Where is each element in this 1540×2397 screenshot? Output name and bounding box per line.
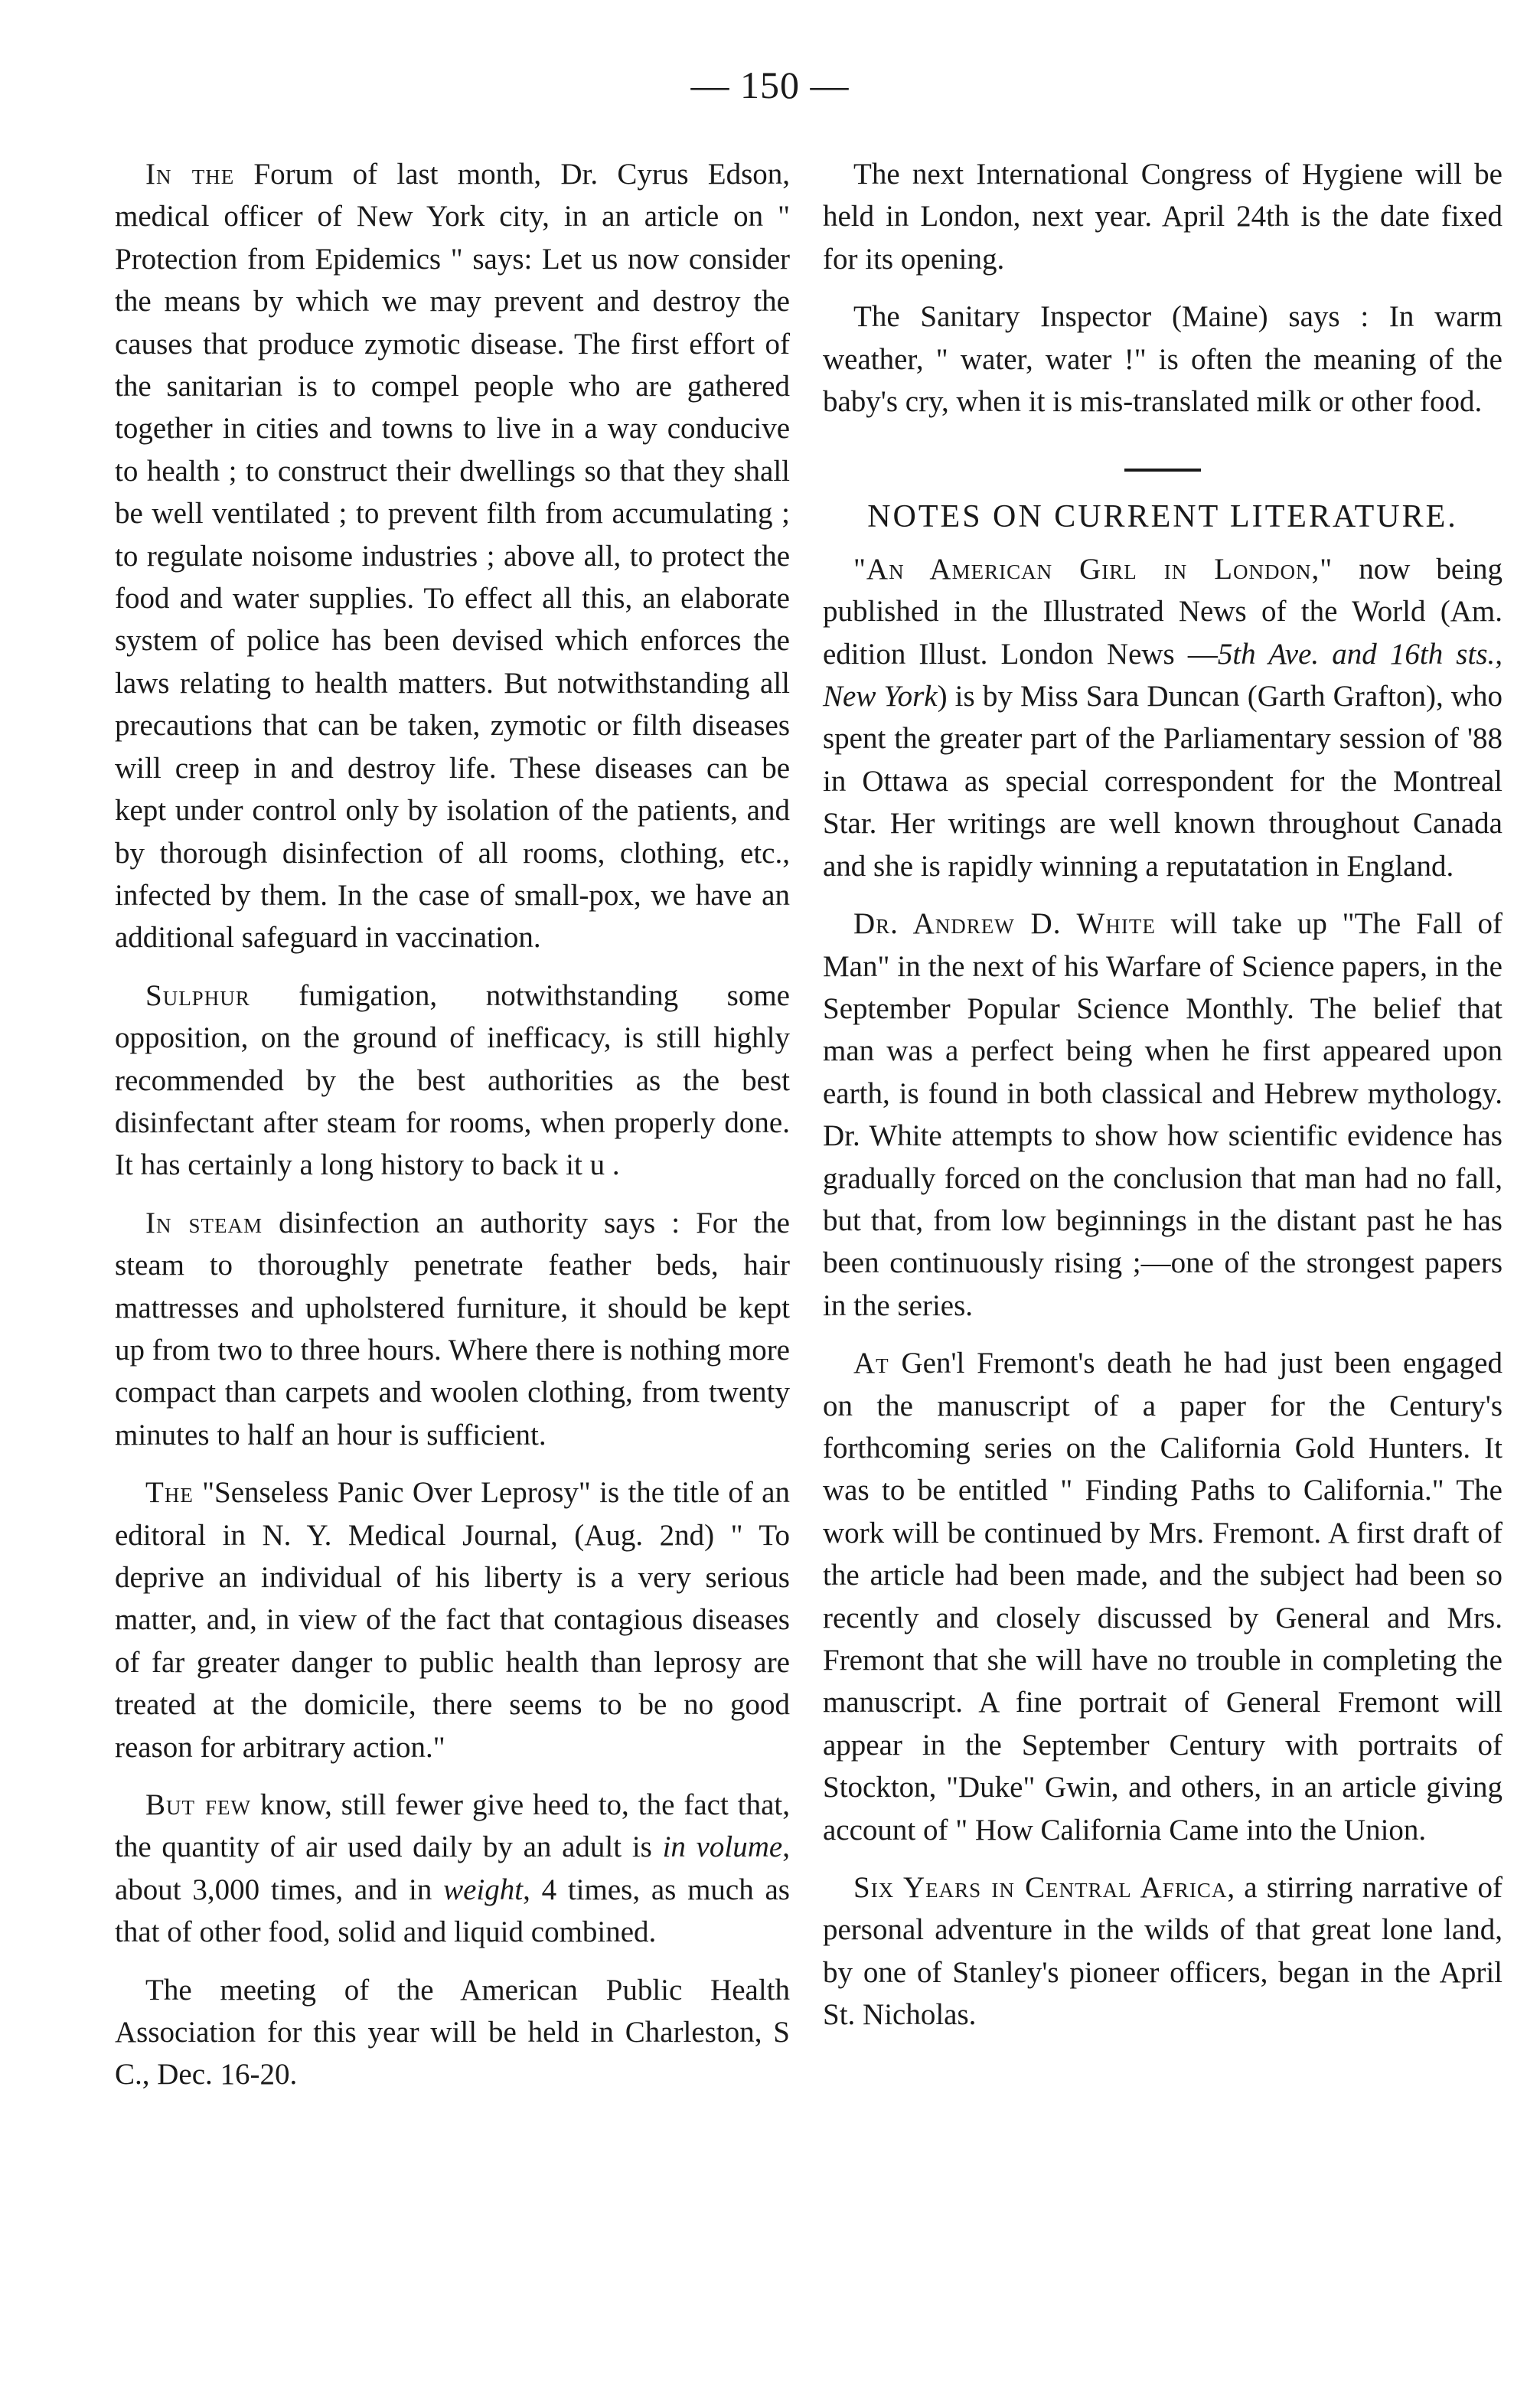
paragraph-central-africa	[823, 1866, 1502, 2036]
lead-words: The	[145, 1476, 194, 1510]
lead-words: Dr. Andrew D. White	[853, 907, 1156, 941]
paragraph-sulphur-fumigation	[115, 975, 790, 1187]
paragraph-text: now being published in the Illustrated News of the World (Am. edition Illust. London News —	[823, 552, 1502, 671]
paragraph-apha-meeting	[115, 1969, 790, 2096]
paragraph-text: ) is by Miss Sara Duncan (Garth Grafton), who spent the greater part of the Parliamentary session of '88 in Ottawa as special correspondent for the Montreal Star. Her writings are well known throughout Canada and she is rapidly winning a reputatation in England.	[823, 680, 1502, 883]
paragraph-text: "Senseless Panic Over Leprosy" is the title of an editoral in N. Y. Medical Journal, (Aug. 2nd) " To deprive an individual of his liberty is a very serious matter, and, in view of the fact that contagious diseases of far greater danger to public health than leprosy are treated at the domicile, there seems to be no good reason for arbitrary action."	[115, 1476, 790, 1764]
lead-words: At	[853, 1347, 889, 1380]
paragraph-air-quantity	[115, 1784, 790, 1954]
page-number: — 150 —	[690, 64, 850, 106]
paragraph-andrew-white	[823, 903, 1502, 1327]
lead-words: In the	[145, 158, 235, 191]
paragraph-text: The Sanitary Inspector (Maine) says : In warm weather, " water, water !" is often the meaning of the baby's cry, when it is mis-translated milk or other food.	[823, 300, 1502, 419]
paragraph-text: , a stirring narrative of personal adventure in the wilds of that great lone land, by one of Stanley's pioneer officers, began in the April St. Nicholas.	[823, 1871, 1502, 2032]
paragraph-text: disinfection an authority says : For the steam to thoroughly penetrate feather beds, hair mattresses and upholstered furniture, it should be kept up from two to three hours. Where there is nothing more compact than carpets and woolen clothing, from twenty minutes to half an hour is sufficient.	[115, 1206, 790, 1452]
paragraph-steam-disinfection	[115, 1202, 790, 1456]
paragraph-sanitary-inspector	[823, 296, 1502, 423]
paragraph-text: Gen'l Fremont's death he had just been engaged on the manuscript of a paper for the Century's forthcoming series on the California Gold Hunters. It was to be entitled " Finding Paths to California." The work will be continued by Mrs. Fremont. A first draft of the article had been made, and the subject had been so recently and closely discussed by General and Mrs. Fremont that she will have no trouble in completing the manuscript. A fine portrait of General Fremont will appear in the September Century with portraits of Stockton, "Duke" Gwin, and others, in an article giving account of " How California Came into the Union.	[823, 1347, 1502, 1847]
paragraph-text: will take up "The Fall of Man" in the next of his Warfare of Science papers, in the September Popular Science Monthly. The belief that man was a perfect being when he first appeared upon earth, is found in both classical and Hebrew mythology. Dr. White attempts to show how scientific evidence has gradually forced on the conclusion that man had no fall, but that, from low beginnings in the distant past he has been continuously rising ;—one of the strongest papers in the series.	[823, 907, 1502, 1322]
italic-phrase: 5th Ave. and 16th sts., New York	[823, 637, 1502, 714]
section-divider	[1124, 469, 1201, 472]
left-column	[115, 153, 790, 2111]
lead-words: In steam	[145, 1206, 263, 1239]
lead-words: "An American Girl in London,"	[853, 552, 1333, 586]
paragraph-text: Forum of last month, Dr. Cyrus Edson, medical officer of New York city, in an article on " Protection from Epidemics " says: Let us now consider the means by which we may prevent and destroy the causes that produce zymotic disease. The first effort of the sanitarian is to compel people who are gathered together in cities and towns to live in a way conducive to health ; to construct their dwellings so that they shall be well ventilated ; to prevent filth from accumulating ; to regulate noisome industries ; above all, to protect the food and water supplies. To effect all this, an elaborate system of police has been devised which enforces the laws relating to health matters. But notwithstanding all precautions that can be taken, zymotic or filth diseases will creep in and destroy life. These diseases can be kept under control only by isolation of the patients, and by thorough disinfection of all rooms, clothing, etc., infected by them. In the case of small-pox, we have an additional safeguard in vaccination.	[115, 158, 790, 955]
paragraph-text: The next International Congress of Hygiene will be held in London, next year. April 24th is the date fixed for its opening.	[823, 158, 1502, 276]
paragraph-forum-epidemics	[115, 153, 790, 959]
right-column	[823, 153, 1502, 2052]
paragraph-text: , about 3,000 times, and in	[115, 1830, 790, 1906]
paragraph-text: fumigation, notwithstanding some opposition, on the ground of inefficacy, is still highly recommended by the best authorities as the best disinfectant after steam for rooms, when properly done. It has certainly a long history to back it u .	[115, 978, 790, 1182]
lead-words: Sulphur	[145, 978, 250, 1012]
paragraph-fremont	[823, 1342, 1502, 1851]
lead-words: But few	[145, 1788, 251, 1822]
paragraph-american-girl	[823, 548, 1502, 887]
italic-phrase: in volume	[662, 1830, 783, 1864]
paragraph-leprosy-panic	[115, 1471, 790, 1768]
italic-phrase: weight	[443, 1873, 524, 1906]
paragraph-hygiene-congress	[823, 153, 1502, 280]
section-heading: NOTES ON CURRENT LITERATURE.	[867, 499, 1458, 535]
paragraph-text: know, still fewer give heed to, the fact that, the quantity of air used daily by an adult is	[115, 1788, 790, 1864]
paragraph-text: The meeting of the American Public Health Association for this year will be held in Charleston, S C., Dec. 16-20.	[115, 1973, 790, 2092]
paragraph-text: , 4 times, as much as that of other food, solid and liquid combined.	[115, 1873, 790, 1949]
lead-words: Six Years in Central Africa	[853, 1871, 1228, 1905]
